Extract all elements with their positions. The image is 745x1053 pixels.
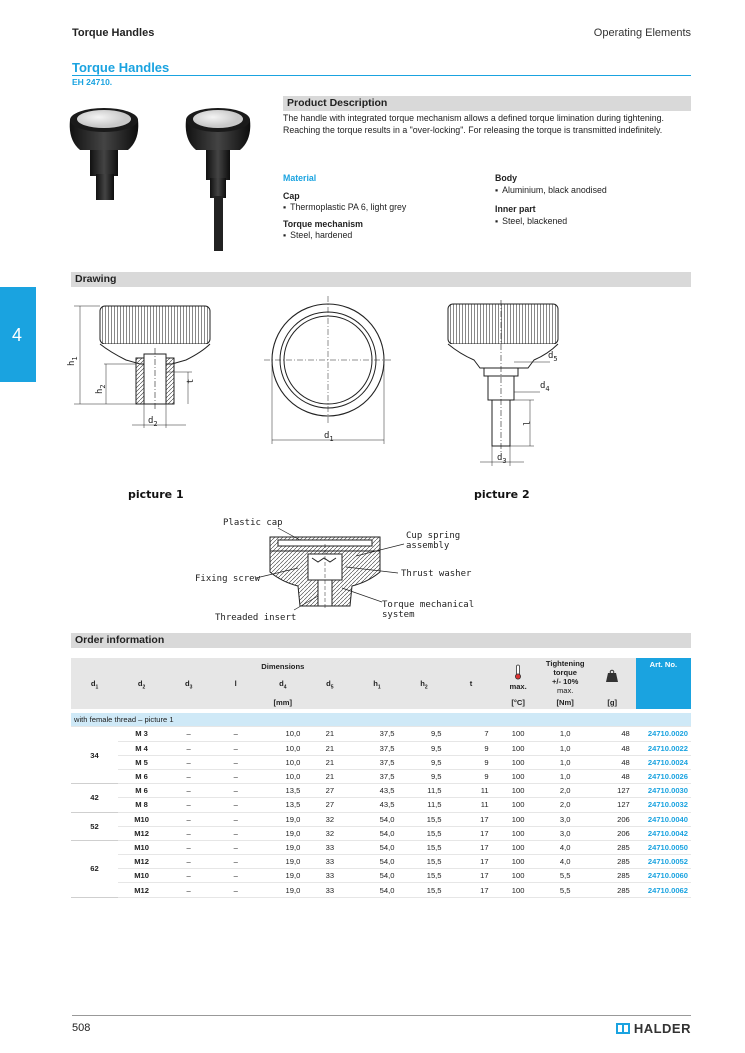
cell-d3: –: [165, 798, 212, 812]
cell-d5: 33: [306, 883, 353, 897]
cell-d4: 10,0: [259, 741, 306, 755]
cell-d4: 19,0: [259, 826, 306, 840]
side-view-picture-1: [74, 306, 210, 428]
col-header-sub: 4: [283, 684, 287, 691]
order-information-heading: Order information: [71, 633, 691, 648]
label-threaded-insert: Threaded insert: [215, 613, 297, 623]
cell-h1: 37,5: [353, 755, 400, 769]
art-no-header: Art. No.: [636, 658, 691, 709]
chapter-tab[interactable]: [0, 287, 36, 382]
temperature-unit: [°C]: [495, 696, 542, 709]
table-row[interactable]: [71, 812, 691, 826]
label-thrust-washer: Thrust washer: [401, 569, 472, 579]
cell-l: –: [212, 741, 259, 755]
weight-header: [589, 658, 636, 696]
group-label: with female thread – picture 1: [71, 713, 691, 727]
cell-d3: –: [165, 741, 212, 755]
inner-part-label: Inner part: [495, 204, 536, 214]
top-view: [264, 296, 392, 444]
cell-d5: 32: [306, 812, 353, 826]
table-row[interactable]: [71, 798, 691, 812]
cell-weight: 48: [589, 769, 636, 783]
cell-d4: 10,0: [259, 769, 306, 783]
cell-l: –: [212, 840, 259, 854]
cell-torque: 1,0: [542, 741, 589, 755]
mm-unit: [mm]: [71, 696, 495, 709]
cell-torque: 3,0: [542, 812, 589, 826]
col-header-l: [212, 674, 259, 696]
header-section-title: Torque Handles: [72, 27, 155, 39]
col-header-h2: [400, 674, 447, 696]
cell-torque: 1,0: [542, 755, 589, 769]
table-row[interactable]: [71, 869, 691, 883]
cell-temp: 100: [495, 798, 542, 812]
cell-d5: 32: [306, 826, 353, 840]
dim-d3: $d_3$: [497, 453, 507, 465]
torque-mechanism-label: Torque mechanism: [283, 218, 364, 229]
cell-temp: 100: [495, 741, 542, 755]
torque-header-line-3: +/- 10%: [551, 677, 579, 686]
cell-t: 9: [448, 769, 495, 783]
cell-l: –: [212, 855, 259, 869]
cell-d3: –: [165, 883, 212, 897]
cell-d3: –: [165, 826, 212, 840]
cell-temp: 100: [495, 826, 542, 840]
table-row[interactable]: [71, 784, 691, 798]
cell-t: 17: [448, 812, 495, 826]
dim-l: l: [523, 420, 533, 426]
description-text-2: Reaching the torque results in a "over-locking". For releasing the torque is transmitted indefinitely.: [283, 124, 663, 135]
cell-l: –: [212, 769, 259, 783]
brand-logo: [616, 1021, 691, 1036]
cap-label: Cap: [283, 190, 300, 201]
table-row[interactable]: [71, 755, 691, 769]
cell-temp: 100: [495, 855, 542, 869]
cell-temp: 100: [495, 869, 542, 883]
cell-h1: 37,5: [353, 741, 400, 755]
product-description: [283, 113, 693, 136]
cell-weight: 206: [589, 812, 636, 826]
col-header-main: h: [420, 679, 425, 689]
weight-unit: [g]: [589, 696, 636, 709]
cell-h1: 43,5: [353, 784, 400, 798]
col-header-main: d: [279, 679, 284, 689]
torque-unit: [Nm]: [542, 696, 589, 709]
cell-t: 11: [448, 798, 495, 812]
cell-l: –: [212, 784, 259, 798]
cell-t: 11: [448, 784, 495, 798]
col-header-d2: [118, 674, 165, 696]
cell-art-no[interactable]: 24710.0026: [636, 769, 691, 783]
torque-header-line-2: torque: [553, 668, 577, 677]
cell-t: 9: [448, 755, 495, 769]
page-number: 508: [72, 1022, 91, 1034]
product-description-heading: Product Description: [283, 96, 691, 111]
cell-d3: –: [165, 869, 212, 883]
cell-d2: M 5: [118, 755, 165, 769]
col-header-main: h: [373, 679, 378, 689]
cell-art-no[interactable]: 24710.0020: [636, 727, 691, 741]
order-table-rows: [71, 727, 691, 897]
cell-t: 9: [448, 741, 495, 755]
product-code: EH 24710.: [72, 77, 113, 87]
cell-d3: –: [165, 840, 212, 854]
cell-weight: 285: [589, 840, 636, 854]
cell-h2: 15,5: [400, 826, 447, 840]
cell-d2: M10: [118, 869, 165, 883]
cell-d4: 10,0: [259, 727, 306, 741]
table-row[interactable]: [71, 855, 691, 869]
picture-2-label: picture 2: [474, 488, 530, 501]
page-title: Torque Handles: [72, 60, 170, 75]
cell-torque: 3,0: [542, 826, 589, 840]
cell-h2: 15,5: [400, 869, 447, 883]
cell-h2: 11,5: [400, 784, 447, 798]
cell-h1: 37,5: [353, 769, 400, 783]
cell-torque: 2,0: [542, 798, 589, 812]
cell-l: –: [212, 798, 259, 812]
cell-h1: 54,0: [353, 883, 400, 897]
table-row[interactable]: [71, 727, 691, 741]
cell-h1: 54,0: [353, 855, 400, 869]
table-row[interactable]: [71, 769, 691, 783]
cell-d5: 27: [306, 798, 353, 812]
cell-weight: 127: [589, 798, 636, 812]
cell-d1: 42: [71, 784, 118, 812]
picture-1-label: picture 1: [128, 488, 184, 501]
col-header-sub: 1: [95, 684, 99, 691]
label-fixing-screw: Fixing screw: [195, 574, 261, 584]
cell-weight: 285: [589, 883, 636, 897]
product-photos: [68, 98, 278, 258]
cell-t: 17: [448, 840, 495, 854]
label-torque-mechanical-2: system: [382, 610, 415, 620]
cell-torque: 1,0: [542, 769, 589, 783]
technical-drawing: [60, 292, 700, 627]
cell-d2: M12: [118, 855, 165, 869]
col-header-main: l: [234, 679, 237, 689]
label-cup-spring-2: assembly: [406, 541, 450, 551]
cell-l: –: [212, 812, 259, 826]
cell-h1: 54,0: [353, 812, 400, 826]
cell-art-no[interactable]: 24710.0060: [636, 869, 691, 883]
cell-d4: 19,0: [259, 869, 306, 883]
dim-d5: $d_5$: [548, 351, 558, 363]
col-header-main: d: [326, 679, 331, 689]
cell-d2: M 3: [118, 727, 165, 741]
weight-icon: [605, 669, 619, 683]
cell-d2: M 8: [118, 798, 165, 812]
cell-weight: 48: [589, 741, 636, 755]
chapter-number: 4: [12, 325, 23, 345]
cell-l: –: [212, 883, 259, 897]
cell-d5: 21: [306, 769, 353, 783]
cell-d4: 10,0: [259, 755, 306, 769]
cell-torque: 1,0: [542, 727, 589, 741]
cell-art-no[interactable]: 24710.0050: [636, 840, 691, 854]
cell-d4: 13,5: [259, 784, 306, 798]
cell-d5: 27: [306, 784, 353, 798]
cell-d2: M10: [118, 840, 165, 854]
cell-d4: 13,5: [259, 798, 306, 812]
halder-logo-icon: [616, 1023, 630, 1034]
col-header-d5: [306, 674, 353, 696]
cell-d4: 19,0: [259, 840, 306, 854]
col-header-sub: 5: [330, 684, 334, 691]
cell-d5: 33: [306, 840, 353, 854]
temperature-max-label: max.: [509, 681, 527, 691]
table-row[interactable]: [71, 826, 691, 840]
cell-temp: 100: [495, 769, 542, 783]
cell-h1: 54,0: [353, 869, 400, 883]
cell-d1: 34: [71, 727, 118, 784]
cell-weight: 48: [589, 755, 636, 769]
cell-d3: –: [165, 784, 212, 798]
torque-header-line-4: max.: [556, 686, 574, 695]
cell-h2: 15,5: [400, 840, 447, 854]
cell-temp: 100: [495, 784, 542, 798]
cell-art-no[interactable]: 24710.0040: [636, 812, 691, 826]
cell-temp: 100: [495, 840, 542, 854]
title-divider: [72, 75, 691, 76]
table-row[interactable]: [71, 883, 691, 897]
cell-t: 17: [448, 855, 495, 869]
col-header-main: d: [184, 679, 190, 689]
col-header-d3: [165, 674, 212, 696]
cell-temp: 100: [495, 812, 542, 826]
table-row[interactable]: [71, 840, 691, 854]
cell-d5: 33: [306, 869, 353, 883]
cap-value: ▪ Thermoplastic PA 6, light grey: [283, 202, 483, 214]
cell-d3: –: [165, 855, 212, 869]
body-label: Body: [495, 173, 517, 183]
cell-torque: 5,5: [542, 869, 589, 883]
cell-d1: 52: [71, 812, 118, 840]
cell-weight: 285: [589, 855, 636, 869]
cell-d2: M 6: [118, 769, 165, 783]
dimensions-header: Dimensions: [71, 658, 495, 674]
col-header-d4: [259, 674, 306, 696]
label-plastic-cap: Plastic cap: [223, 518, 283, 528]
cell-h2: 11,5: [400, 798, 447, 812]
torque-mechanism-value: ▪ Steel, hardened: [283, 230, 483, 242]
dim-d1: $d_1$: [324, 431, 334, 443]
cell-h2: 9,5: [400, 755, 447, 769]
col-header-main: d: [137, 679, 143, 689]
dim-h1: $h_1$: [67, 356, 79, 366]
dim-t: t: [186, 378, 196, 384]
inner-part-value: ▪ Steel, blackened: [495, 216, 690, 228]
cell-torque: 4,0: [542, 840, 589, 854]
col-header-sub: 1: [377, 684, 381, 691]
material-column-left: [283, 173, 483, 242]
order-table-header: [71, 658, 691, 727]
order-table: [71, 658, 691, 898]
cell-t: 7: [448, 727, 495, 741]
cell-torque: 4,0: [542, 855, 589, 869]
cell-d4: 19,0: [259, 883, 306, 897]
cell-d5: 33: [306, 855, 353, 869]
description-text-1: The handle with integrated torque mechanism allows a defined torque limination during tightening.: [283, 113, 664, 123]
cell-d3: –: [165, 727, 212, 741]
cell-h2: 9,5: [400, 769, 447, 783]
drawing-heading: Drawing: [71, 272, 691, 287]
cell-temp: 100: [495, 755, 542, 769]
handle-photo-2: [186, 108, 251, 251]
torque-header: [542, 658, 589, 696]
col-header-t: [448, 674, 495, 696]
cell-art-no[interactable]: 24710.0032: [636, 798, 691, 812]
cell-d4: 19,0: [259, 812, 306, 826]
cell-d2: M12: [118, 826, 165, 840]
cell-d3: –: [165, 812, 212, 826]
cell-temp: 100: [495, 727, 542, 741]
cell-d4: 19,0: [259, 855, 306, 869]
cell-weight: 127: [589, 784, 636, 798]
cell-art-no[interactable]: 24710.0052: [636, 855, 691, 869]
body-value: ▪ Aluminium, black anodised: [495, 185, 690, 197]
cell-art-no[interactable]: 24710.0022: [636, 741, 691, 755]
cell-d2: M 6: [118, 784, 165, 798]
cell-torque: 5,5: [542, 883, 589, 897]
cell-h1: 54,0: [353, 840, 400, 854]
cell-h2: 15,5: [400, 812, 447, 826]
cell-l: –: [212, 727, 259, 741]
cell-temp: 100: [495, 883, 542, 897]
cell-l: –: [212, 755, 259, 769]
table-row[interactable]: [71, 741, 691, 755]
col-header-sub: 2: [424, 684, 428, 691]
cell-d3: –: [165, 755, 212, 769]
label-torque-mechanical-1: Torque mechanical: [382, 600, 475, 610]
cell-torque: 2,0: [542, 784, 589, 798]
col-header-main: t: [469, 679, 473, 689]
handle-photo-1: [70, 108, 139, 200]
cell-h2: 9,5: [400, 727, 447, 741]
col-header-main: d: [90, 679, 96, 689]
cell-d2: M 4: [118, 741, 165, 755]
cell-weight: 48: [589, 727, 636, 741]
col-header-sub: 3: [189, 684, 193, 691]
cell-t: 17: [448, 869, 495, 883]
cell-h1: 43,5: [353, 798, 400, 812]
cell-h1: 54,0: [353, 826, 400, 840]
cell-l: –: [212, 826, 259, 840]
cell-h2: 15,5: [400, 883, 447, 897]
cell-art-no[interactable]: 24710.0062: [636, 883, 691, 897]
cell-art-no[interactable]: 24710.0042: [636, 826, 691, 840]
cell-weight: 206: [589, 826, 636, 840]
brand-name: HALDER: [633, 1021, 691, 1036]
dim-d2: $d_2$: [148, 416, 158, 428]
col-header-sub: 2: [142, 684, 146, 691]
cell-h2: 9,5: [400, 741, 447, 755]
material-column-right: [495, 173, 690, 227]
cell-d2: M10: [118, 812, 165, 826]
footer-divider: [72, 1015, 691, 1016]
temperature-header: [495, 658, 542, 696]
label-cup-spring-1: Cup spring: [406, 531, 461, 541]
cell-t: 17: [448, 826, 495, 840]
cell-d5: 21: [306, 755, 353, 769]
col-header-d1: [71, 674, 118, 696]
cell-d1: 62: [71, 840, 118, 897]
cell-d5: 21: [306, 741, 353, 755]
dim-d4: $d_4$: [540, 381, 550, 393]
cell-d2: M12: [118, 883, 165, 897]
cell-d5: 21: [306, 727, 353, 741]
cell-h1: 37,5: [353, 727, 400, 741]
cross-section: [270, 537, 380, 610]
cell-l: –: [212, 869, 259, 883]
col-header-h1: [353, 674, 400, 696]
dim-h2: $h_2$: [95, 384, 107, 394]
header-category: Operating Elements: [593, 27, 691, 39]
cell-h2: 15,5: [400, 855, 447, 869]
cell-weight: 285: [589, 869, 636, 883]
torque-header-line-1: Tightening: [545, 659, 585, 668]
thermometer-icon: [513, 664, 523, 680]
cell-t: 17: [448, 883, 495, 897]
cell-art-no[interactable]: 24710.0030: [636, 784, 691, 798]
cell-art-no[interactable]: 24710.0024: [636, 755, 691, 769]
cell-d3: –: [165, 769, 212, 783]
material-heading: Material: [283, 173, 317, 183]
